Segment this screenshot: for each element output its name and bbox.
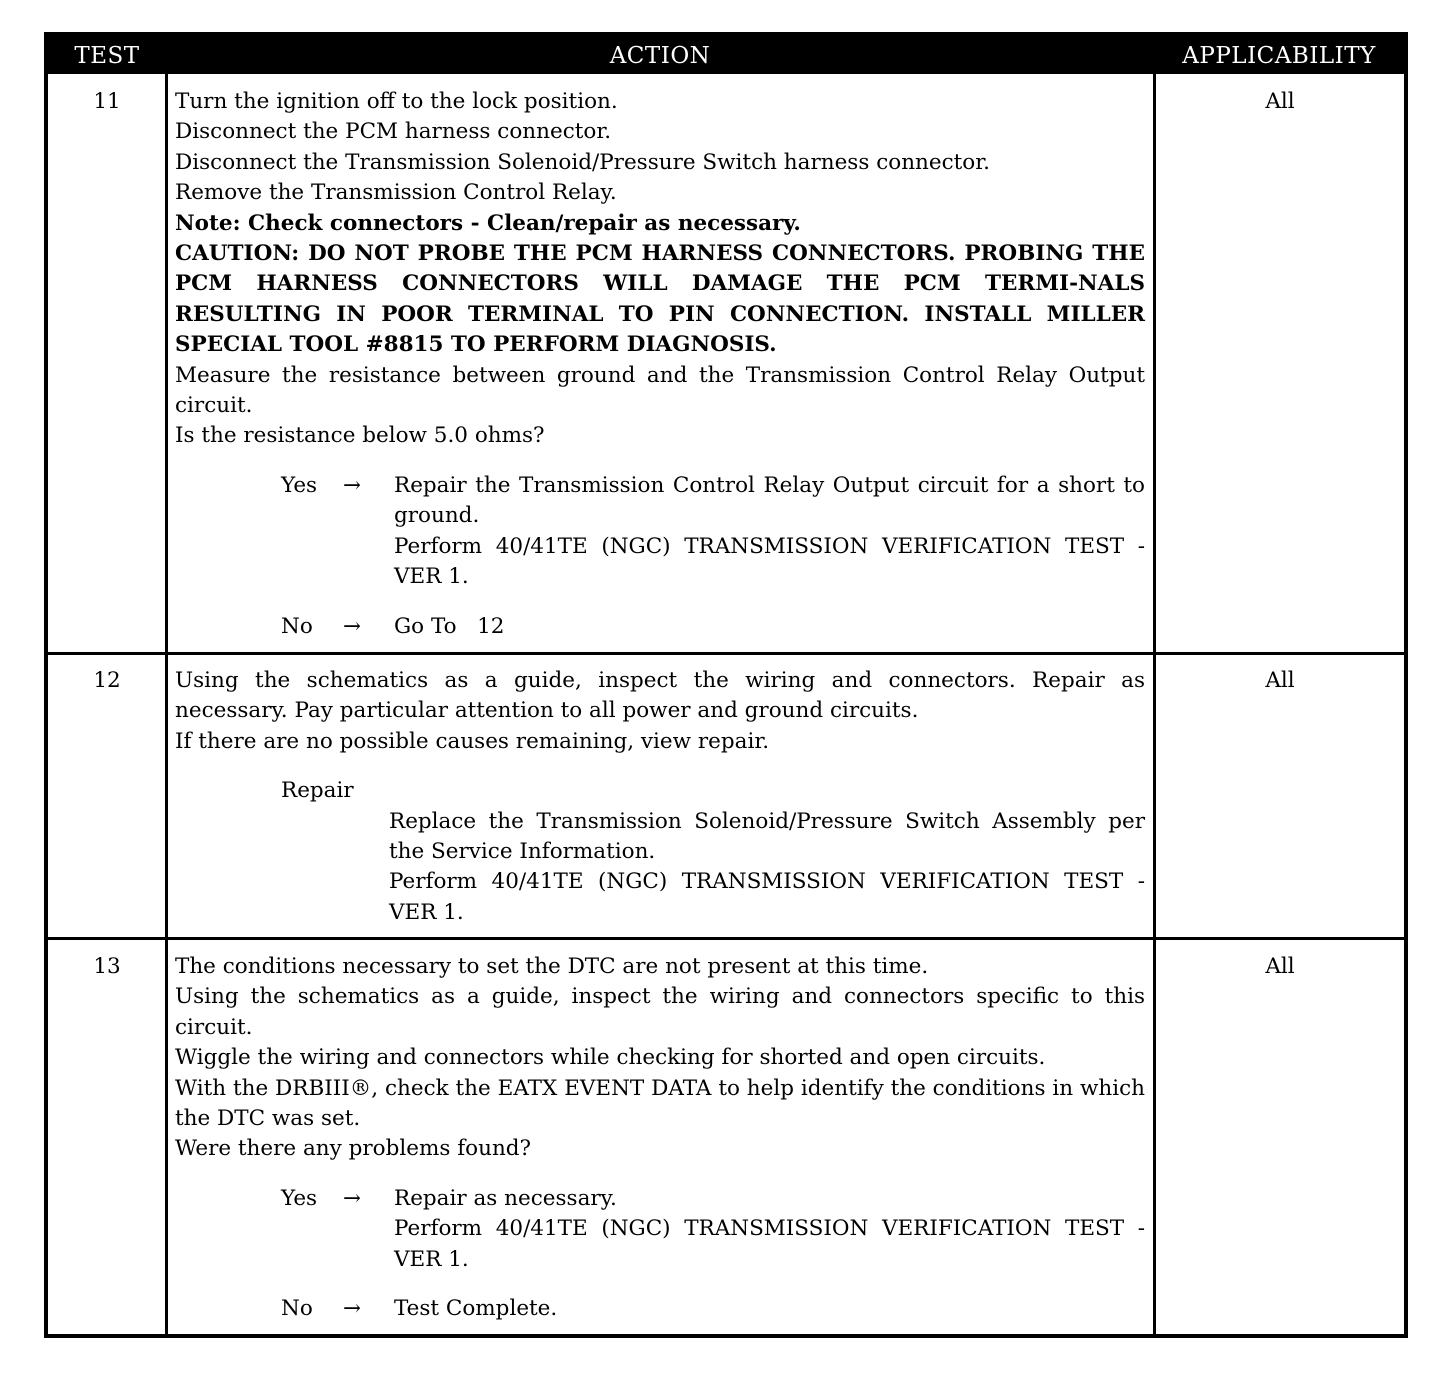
action-cell	[175, 87, 1145, 642]
step-text: Using the schematics as a guide, inspect the wiring and connectors specific to this circuit.	[175, 984, 1145, 1040]
header-test: TEST	[74, 43, 140, 69]
arrow-icon: →	[343, 1185, 362, 1211]
column-divider	[165, 74, 168, 1334]
step-text: Disconnect the PCM harness connector.	[175, 119, 612, 145]
action-cell	[175, 666, 1145, 928]
perform-text: Perform 40/41TE (NGC) TRANSMISSION VERIFICATION TEST - VER 1.	[394, 533, 1145, 590]
repair-text: Replace the Transmission Solenoid/Pressure Switch Assembly per the Service Information.	[389, 808, 1145, 865]
header-action: ACTION	[609, 43, 711, 69]
step-text: With the DRBIII®, check the EATX EVENT DATA to help identify the conditions in which the DTC was set.	[175, 1075, 1145, 1132]
header-applicability: APPLICABILITY	[1182, 43, 1376, 69]
caution-text: CAUTION: DO NOT PROBE THE PCM HARNESS CONNECTORS. PROBING THE PCM HARNESS CONNECTORS WILL DAMAGE THE PCM TERMI-NALS RESULTING IN POOR TERMINAL TO PIN CONNECTION. INSTALL MILLER SPECIAL TOOL #8815 TO PERFORM DIAGNOSIS.	[175, 241, 1145, 358]
applicability-value: All	[1265, 954, 1295, 979]
step-text: Wiggle the wiring and connectors while checking for shorted and open circuits.	[175, 1045, 1046, 1071]
no-branch	[175, 1294, 1145, 1324]
yes-branch	[175, 471, 1145, 593]
question-text: Is the resistance below 5.0 ohms?	[175, 423, 545, 449]
row-divider	[48, 937, 1404, 940]
test-number: 13	[93, 954, 121, 979]
applicability-value: All	[1265, 89, 1295, 114]
step-text: Turn the ignition off to the lock position.	[175, 89, 618, 114]
arrow-icon: →	[343, 472, 362, 498]
step-text: Disconnect the Transmission Solenoid/Pressure Switch harness connector.	[175, 149, 990, 175]
repair-branch	[175, 776, 1145, 928]
step-text: The conditions necessary to set the DTC are not present at this time.	[175, 954, 929, 979]
arrow-icon: →	[343, 1296, 362, 1322]
row-divider	[48, 652, 1404, 655]
yes-branch	[175, 1184, 1145, 1275]
column-divider	[1153, 74, 1156, 1334]
yes-label: Yes	[281, 472, 318, 498]
step-text: If there are no possible causes remaining, view repair.	[175, 728, 770, 754]
applicability-value: All	[1265, 668, 1295, 693]
no-label: No	[281, 1296, 313, 1322]
action-cell	[175, 952, 1145, 1324]
goto-link[interactable]: Go To 12	[394, 613, 505, 639]
note-text: Note: Check connectors - Clean/repair as necessary.	[175, 210, 801, 236]
perform-text: Perform 40/41TE (NGC) TRANSMISSION VERIFICATION TEST - VER 1.	[389, 869, 1145, 925]
repair-label: Repair	[281, 778, 354, 804]
step-text: Measure the resistance between ground and the Transmission Control Relay Output circuit.	[175, 362, 1145, 419]
perform-text: Perform 40/41TE (NGC) TRANSMISSION VERIFICATION TEST - VER 1.	[394, 1216, 1145, 1272]
step-text: Remove the Transmission Control Relay.	[175, 180, 617, 206]
diagnostic-table	[44, 32, 1408, 1338]
no-branch	[175, 612, 1145, 642]
test-number: 12	[93, 668, 121, 693]
question-text: Were there any problems found?	[175, 1136, 532, 1162]
yes-text: Repair the Transmission Control Relay Output circuit for a short to ground.	[394, 472, 1145, 529]
table-header	[48, 36, 1404, 74]
yes-text: Repair as necessary.	[394, 1185, 617, 1211]
yes-label: Yes	[281, 1185, 318, 1211]
arrow-icon: →	[343, 613, 362, 639]
no-text: Test Complete.	[394, 1296, 558, 1322]
no-label: No	[281, 613, 313, 639]
test-number: 11	[93, 89, 121, 114]
step-text: Using the schematics as a guide, inspect the wiring and connectors. Repair as necessary. Pay particular attention to all power and ground circuits.	[175, 668, 1145, 724]
